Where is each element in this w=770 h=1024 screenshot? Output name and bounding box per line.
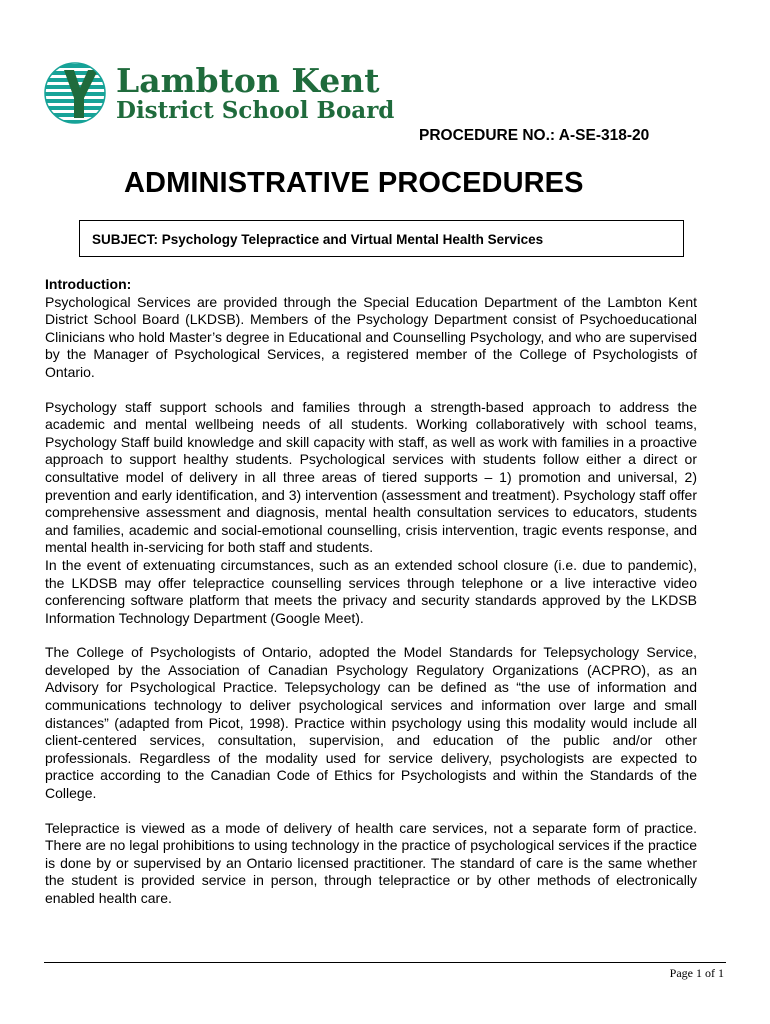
footer-divider <box>44 962 726 963</box>
school-board-logo <box>44 61 395 130</box>
intro-paragraph <box>45 276 697 382</box>
procedure-number: PROCEDURE NO.: A-SE-318-20 <box>419 127 650 144</box>
page-number: Page 1 of 1 <box>669 966 724 980</box>
paragraph-4: The College of Psychologists of Ontario, adopted the Model Standards for Telepsychology Service, developed by the Association of Canadian Psychology Regulatory Organizations (ACPRO), as an Advisory for Psychological Practice. Telepsychology can be defined as “the use of information and communications technology to deliver psychological services and information over large and small distances” (adapted from Picot, 1998). Practice within psychology using this modality would include all client-centered services, consultation, supervision, and education of the public and/or other professionals. Regardless of the modality used for service delivery, psychologists are expected to practice according to the Canadian Code of Ethics for Psychologists and within the Standards of the College. <box>45 644 697 802</box>
paragraph-5: Telepractice is viewed as a mode of delivery of health care services, not a separate form of practice. There are no legal prohibitions to using technology in the practice of psychological services if the practice is done by or supervised by an Ontario licensed practitioner. The standard of care is the same whether the student is provided service in person, through telepractice or by other methods of electronically enabled health care. <box>45 819 697 906</box>
logo-line1: Lambton Kent <box>116 61 380 100</box>
logo-wordmark <box>116 61 395 124</box>
intro-heading: Introduction: <box>45 276 132 292</box>
paragraph-1: Psychological Services are provided through the Special Education Department of the Lambton Kent District School Board (LKDSB). Members of the Psychology Department consist of Psychoeducational Clinicians who hold Master’s degree in Educational and Counselling Psychology, and who are supervised by the Manager of Psychological Services, a registered member of the College of Psychologists of Ontario. <box>45 293 697 380</box>
document-body <box>45 276 697 925</box>
subject-box <box>79 220 684 257</box>
page-title: ADMINISTRATIVE PROCEDURES <box>124 167 584 199</box>
paragraph-2: Psychology staff support schools and families through a strength-based approach to address the academic and mental wellbeing needs of all students. Working collaboratively with school teams, Psychology Staff build knowledge and skill capacity with staff, as well as work with families in a proactive approach to support healthy students. Psychological services with students follow either a direct or consultative model of delivery in all three areas of tiered supports – 1) promotion and universal, 2) prevention and early identification, and 3) intervention (assessment and treatment). Psychology staff offer comprehensive assessment and diagnosis, mental health consultation services to educators, students and families, academic and social-emotional counselling, crisis intervention, tragic events response, and mental health in-servicing for both staff and students. <box>45 398 697 556</box>
paragraph-3: In the event of extenuating circumstances, such as an extended school closure (i.e. due to pandemic), the LKDSB may offer telepractice counselling services through telephone or a live interactive video conferencing software platform that meets the privacy and security standards approved by the LKDSB Information Technology Department (Google Meet). <box>45 556 697 626</box>
subject-line: SUBJECT: Psychology Telepractice and Virtual Mental Health Services <box>92 232 544 247</box>
logo-line2: District School Board <box>116 97 395 124</box>
lkdsb-emblem-icon <box>44 62 106 124</box>
